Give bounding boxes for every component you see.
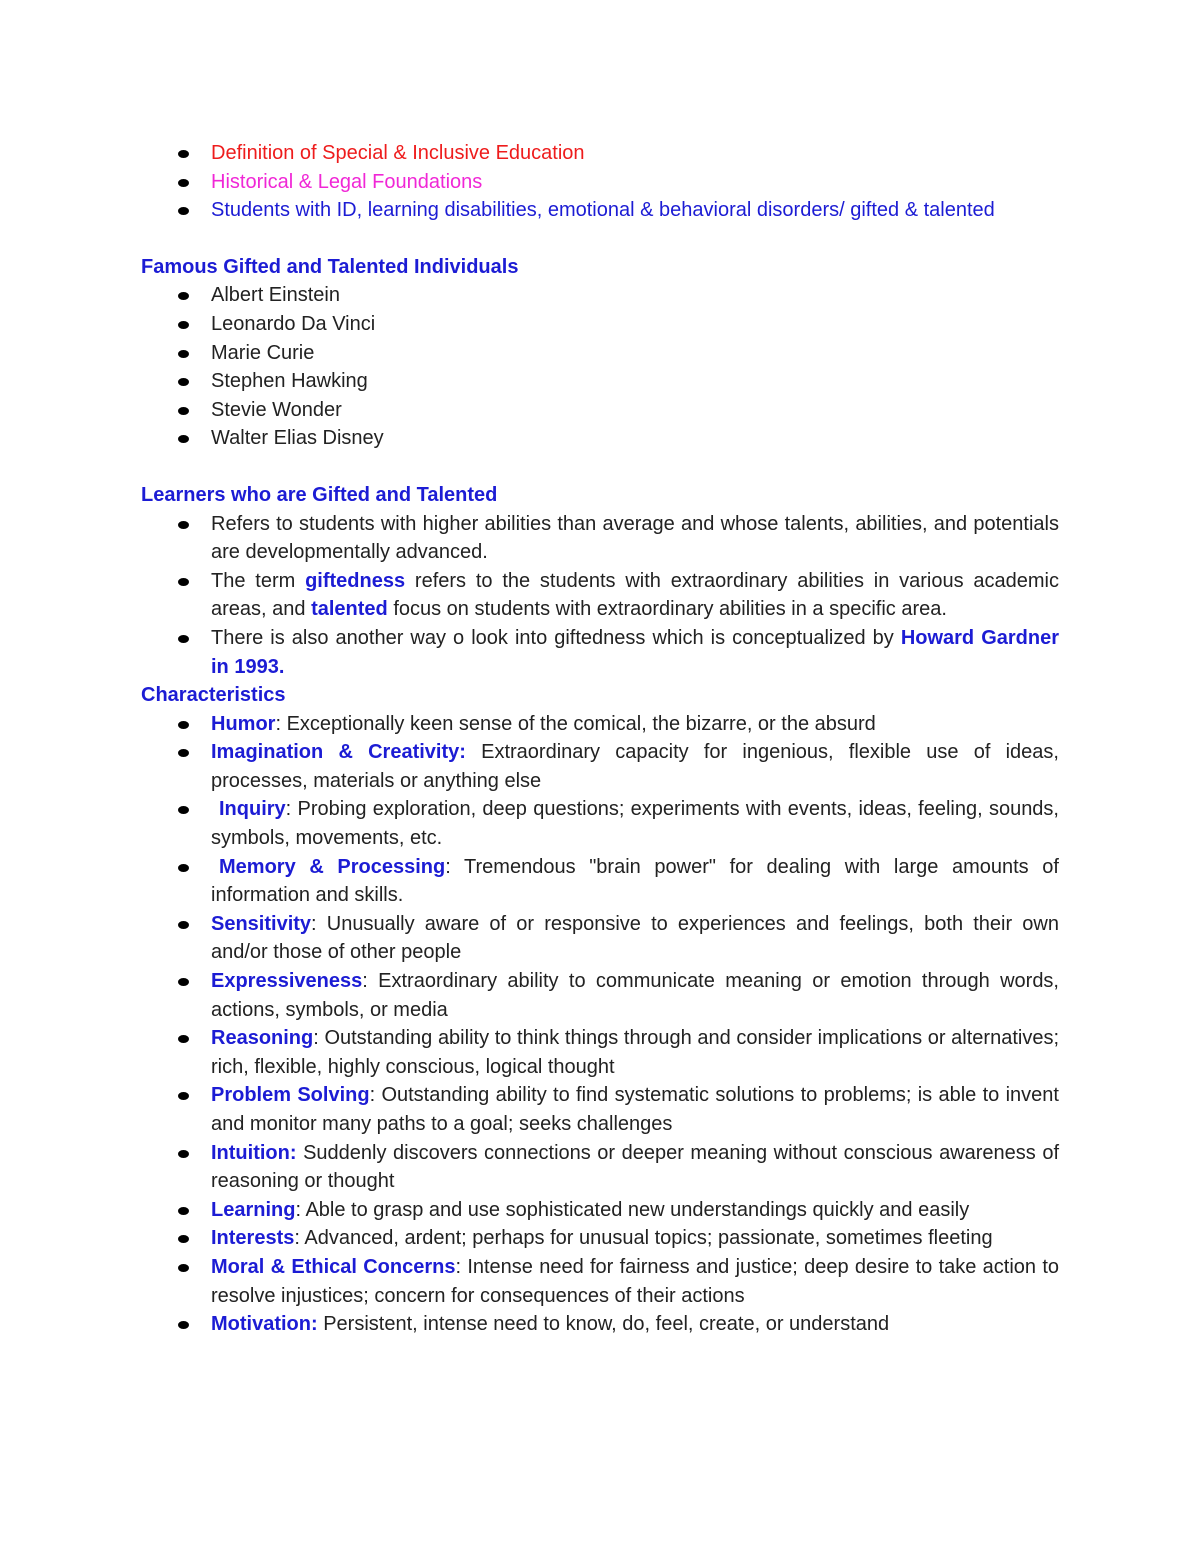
learners-text: The term — [211, 569, 306, 592]
famous-name: Leonardo Da Vinci — [141, 310, 1059, 339]
famous-name: Stevie Wonder — [141, 396, 1059, 425]
characteristic-term: Expressiveness — [211, 970, 363, 993]
characteristic-term: Memory & Processing — [219, 855, 446, 878]
characteristic-sep: : — [311, 912, 317, 935]
characteristic-desc: Tremendous "brain power" for dealing with large amounts of information and skills. — [211, 855, 1059, 907]
document-content — [141, 139, 1059, 1339]
characteristic-sep: : — [275, 712, 282, 735]
learners-point — [141, 567, 1059, 624]
characteristic-term: Sensitivity — [211, 912, 312, 935]
characteristic-desc: Outstanding ability to find systematic solutions to problems; is able to invent and monitor many paths to a goal; seeks challenges — [211, 1084, 1059, 1135]
spacer — [141, 453, 1059, 481]
famous-name: Albert Einstein — [141, 281, 1059, 310]
characteristic-desc: Suddenly discovers connections or deeper meaning without conscious awareness of reasoning or thought — [211, 1141, 1059, 1193]
topic-students: Students with ID, learning disabilities, emotional & behavioral disorders/ gifted & talented — [141, 196, 1059, 225]
characteristic-item — [141, 738, 1059, 795]
characteristic-desc: Extraordinary capacity for ingenious, flexible use of ideas, processes, materials or anything else — [211, 741, 1059, 792]
characteristic-item — [141, 853, 1059, 910]
learners-text: There is also another way o look into giftedness which is conceptualized by — [211, 626, 901, 649]
characteristics-list — [141, 710, 1059, 1339]
famous-name: Walter Elias Disney — [141, 424, 1059, 453]
learners-heading: Learners who are Gifted and Talented — [141, 483, 498, 506]
characteristic-item — [141, 1253, 1059, 1310]
term-howard-gardner: Howard Gardner in 1993. — [211, 626, 1060, 678]
characteristic-desc: Intense need for fairness and justice; deep desire to take action to resolve injustices; concern for consequences of their actions — [211, 1255, 1060, 1307]
characteristic-term: Intuition: — [211, 1141, 297, 1164]
characteristic-term: Learning — [211, 1198, 296, 1221]
characteristic-item — [141, 710, 1059, 739]
learners-list — [141, 510, 1059, 682]
characteristic-term: Humor — [211, 712, 276, 735]
learners-text: refers to the students with extraordinary abilities in various academic areas, and — [211, 569, 1059, 621]
characteristic-sep: : — [445, 855, 451, 878]
spacer — [141, 225, 1059, 253]
characteristic-term: Problem Solving — [211, 1084, 370, 1107]
topic-definition: Definition of Special & Inclusive Education — [141, 139, 1059, 168]
characteristic-item — [141, 967, 1059, 1024]
characteristic-desc: Advanced, ardent; perhaps for unusual topics; passionate, sometimes fleeting — [299, 1227, 993, 1250]
characteristic-sep: : — [295, 1198, 302, 1221]
characteristic-item — [141, 1224, 1059, 1253]
characteristic-desc: Able to grasp and use sophisticated new understandings quickly and easily — [301, 1198, 970, 1221]
term-talented: talented — [311, 598, 388, 621]
characteristic-term: Moral & Ethical Concerns — [211, 1255, 456, 1278]
characteristic-sep: : — [294, 1227, 300, 1250]
characteristic-sep: : — [369, 1084, 376, 1107]
characteristic-desc: Outstanding ability to think things through and consider implications or alternatives; rich, flexible, highly conscious, logical thought — [211, 1027, 1059, 1078]
characteristic-desc: Persistent, intense need to know, do, feel, create, or understand — [317, 1313, 890, 1336]
characteristic-term: Reasoning — [211, 1027, 314, 1050]
characteristic-term: Inquiry — [219, 798, 286, 821]
characteristic-term: Interests — [211, 1227, 295, 1250]
characteristic-sep: : — [285, 798, 292, 821]
characteristic-item — [141, 1081, 1059, 1138]
characteristic-desc: Probing exploration, deep questions; experiments with events, ideas, feeling, sounds, symbols, movements, etc. — [211, 798, 1059, 850]
learners-point: Refers to students with higher abilities than average and whose talents, abilities, and potentials are developmentally advanced. — [141, 510, 1059, 567]
characteristic-term: Imagination & Creativity: — [211, 741, 466, 764]
famous-name: Marie Curie — [141, 339, 1059, 368]
characteristic-item — [141, 1139, 1059, 1196]
learners-text: focus on students with extraordinary abilities in a specific area. — [387, 598, 947, 621]
characteristic-sep: : — [313, 1027, 319, 1050]
learners-point — [141, 624, 1059, 681]
characteristic-term: Motivation: — [211, 1313, 318, 1336]
characteristic-item — [141, 1196, 1059, 1225]
characteristic-item — [141, 795, 1059, 852]
characteristic-sep: : — [455, 1255, 462, 1278]
characteristic-desc: Exceptionally keen sense of the comical, the bizarre, or the absurd — [281, 712, 876, 735]
characteristic-desc: Unusually aware of or responsive to experiences and feelings, both their own and/or those of other people — [211, 912, 1059, 964]
characteristic-sep: : — [362, 970, 368, 993]
characteristic-desc: Extraordinary ability to communicate meaning or emotion through words, actions, symbols, or media — [211, 970, 1059, 1021]
term-giftedness: giftedness — [305, 569, 406, 592]
topic-list — [141, 139, 1059, 225]
characteristics-heading: Characteristics — [141, 684, 286, 707]
famous-list — [141, 281, 1059, 453]
topic-historical: Historical & Legal Foundations — [141, 168, 1059, 197]
famous-name: Stephen Hawking — [141, 367, 1059, 396]
famous-heading: Famous Gifted and Talented Individuals — [141, 255, 519, 278]
characteristic-item — [141, 1310, 1059, 1339]
characteristic-item — [141, 910, 1059, 967]
characteristic-item — [141, 1024, 1059, 1081]
